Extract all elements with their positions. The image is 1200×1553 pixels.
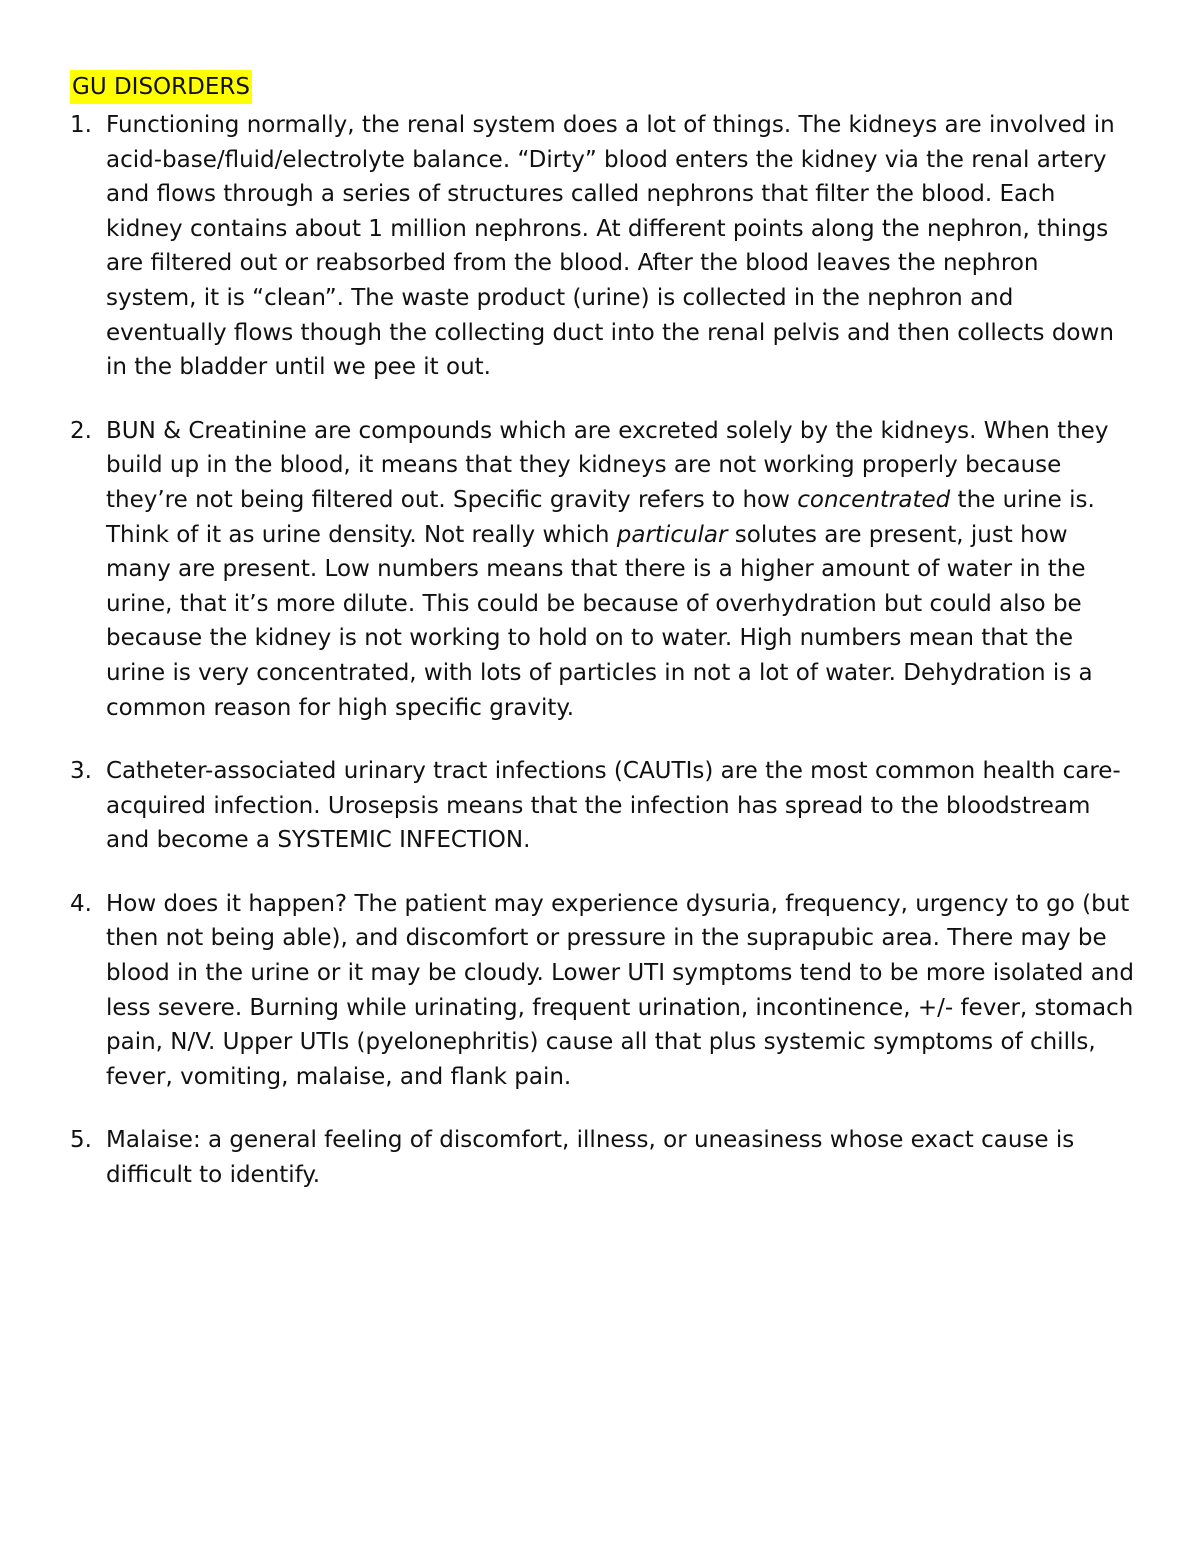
list-item-text [106, 418, 1108, 721]
document-page [70, 70, 1135, 1222]
list-item-number: 4. [70, 890, 92, 917]
list-item-text: Functioning normally, the renal system does a lot of things. The kidneys are involved in acid-base/fluid/electrolyte balance. “Dirty” blood enters the kidney via the renal artery and flows through a series of structures called nephrons that filter the blood. Each kidney contains about 1 million nephrons. At different points along the nephron, things are filtered out or reabsorbed from the blood. After the blood leaves the nephron system, it is “clean”. The waste product (urine) is collected in the nephron and eventually flows though the collecting duct into the renal pelvis and then collects down in the bladder until we pee it out. [106, 112, 1115, 381]
list-item-text: Malaise: a general feeling of discomfort, illness, or uneasiness whose exact cause is difficult to identify. [106, 1127, 1075, 1189]
text-segment: solutes are present, just how many are present. Low numbers means that there is a higher amount of water in the urine, that it’s more dilute. This could be because of overhydration but could also be because the kidney is not working to hold on to water. High numbers mean that the urine is very concentrated, with lots of particles in not a lot of water. Dehydration is a common reason for high specific gravity. [106, 521, 1093, 721]
list-item [70, 414, 1135, 725]
emphasized-word: particular [616, 521, 728, 548]
list-item [70, 108, 1135, 385]
list-item-number: 3. [70, 758, 92, 785]
numbered-list [70, 108, 1135, 1193]
list-item [70, 754, 1135, 858]
list-item-text: How does it happen? The patient may experience dysuria, frequency, urgency to go (but then not being able), and discomfort or pressure in the suprapubic area. There may be blood in the urine or it may be cloudy. Lower UTI symptoms tend to be more isolated and less severe. Burning while urinating, frequent urination, incontinence, +/- fever, stomach pain, N/V. Upper UTIs (pyelonephritis) cause all that plus systemic symptoms of chills, fever, vomiting, malaise, and flank pain. [106, 890, 1134, 1090]
list-item-text: Catheter-associated urinary tract infections (CAUTIs) are the most common health care-acquired infection. Urosepsis means that the infection has spread to the bloodstream and become a SYSTEMIC INFECTION. [106, 758, 1121, 854]
list-item [70, 887, 1135, 1095]
list-item-number: 2. [70, 417, 92, 444]
list-item-number: 1. [70, 112, 92, 138]
emphasized-word: concentrated [797, 486, 951, 513]
document-title: GU DISORDERS [70, 70, 252, 104]
list-item [70, 1123, 1135, 1192]
text-segment: BUN & Creatinine are compounds which are excreted solely by the kidneys. When they build up in the blood, it means that they kidneys are not working properly because they’re not being filtered out. Specific gravity refers to how [106, 417, 1109, 513]
list-item-number: 5. [70, 1127, 92, 1154]
text-segment: the urine is. Think of it as urine density. Not really which [106, 486, 1095, 548]
